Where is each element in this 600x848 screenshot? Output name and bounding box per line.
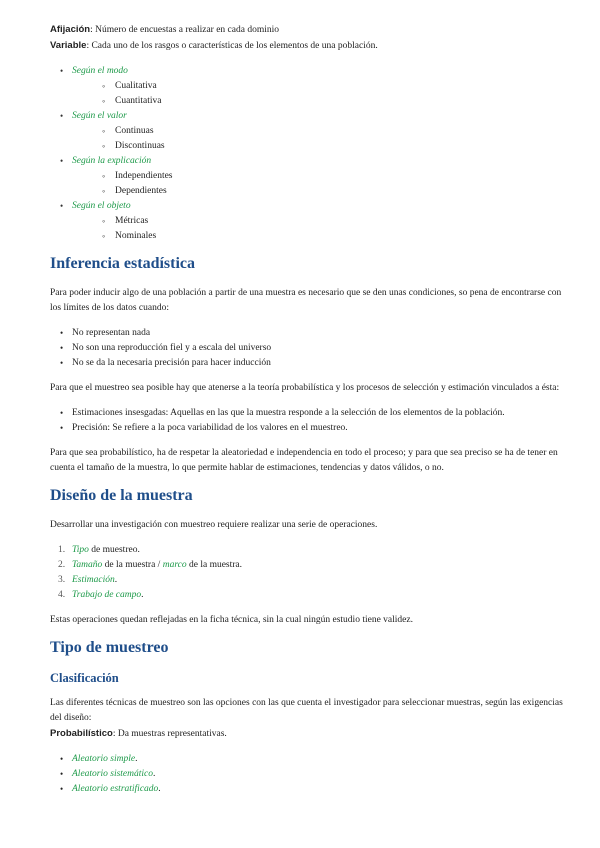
category-items — [72, 214, 570, 244]
list-item: • Aleatorio estratificado. — [50, 782, 570, 797]
list-item: • No se da la necesaria precisión para hacer inducción — [50, 356, 570, 371]
operations-list — [50, 543, 570, 603]
list-item: ◦ Dependientes — [72, 184, 570, 199]
method-link[interactable]: Aleatorio simple — [72, 754, 136, 764]
paragraph: Estas operaciones quedan reflejadas en la ficha técnica, sin la cual ningún estudio tiene validez. — [50, 615, 413, 625]
definition-variable — [50, 38, 570, 54]
list-item: ◦ Continuas — [72, 124, 570, 139]
category-modo — [50, 64, 570, 109]
category-items — [72, 169, 570, 199]
definition-term: Probabilístico — [50, 728, 113, 739]
item-number: 4. — [58, 590, 66, 600]
definition-probabilistico — [50, 726, 570, 742]
subheading-clasificacion: Clasificación — [50, 671, 119, 685]
step-text: . — [141, 590, 144, 600]
estimation-list — [50, 406, 570, 436]
definitions — [50, 22, 570, 54]
step-link[interactable]: Estimación — [72, 575, 115, 585]
definition-term: Afijación — [50, 24, 91, 35]
list-item: • Estimaciones insesgadas: Aquellas en las que la muestra responde a la selección de los elementos de la población. — [50, 406, 570, 421]
category-explicacion — [50, 154, 570, 199]
item-number: 1. — [58, 545, 66, 555]
category-valor — [50, 109, 570, 154]
paragraph: Para que sea probabilístico, ha de respetar la aleatoriedad e independencia en todo el proceso; y para que sea preciso se ha de tener en cuenta el tamaño de la muestra, lo que permite hablar de estimaciones, tendencias y datos válidos, o no. — [50, 448, 558, 473]
category-items — [72, 79, 570, 109]
list-item: • Precisión: Se refiere a la poca variabilidad de los valores en el muestreo. — [50, 421, 570, 436]
paragraph: Las diferentes técnicas de muestreo son las opciones con las que cuenta el investigador para seleccionar muestras, según las exigencias del diseño: — [50, 698, 563, 723]
heading-diseno: Diseño de la muestra — [50, 487, 193, 504]
variable-categories — [50, 64, 570, 244]
list-item: ◦ Nominales — [72, 229, 570, 244]
list-item — [50, 588, 570, 603]
item-number: 2. — [58, 560, 66, 570]
list-item: ◦ Cuantitativa — [72, 94, 570, 109]
step-link[interactable]: Tamaño — [72, 560, 103, 570]
list-item: ◦ Cualitativa — [72, 79, 570, 94]
category-link[interactable]: Según la explicación — [72, 156, 152, 166]
methods-list — [50, 752, 570, 797]
list-item: ◦ Discontinuas — [72, 139, 570, 154]
definition-text: : Da muestras representativas. — [112, 729, 227, 739]
category-items — [72, 124, 570, 154]
category-link[interactable]: Según el modo — [72, 66, 128, 76]
definition-afijacion — [50, 22, 570, 38]
category-link[interactable]: Según el objeto — [72, 201, 131, 211]
method-link[interactable]: Aleatorio sistemático — [72, 769, 154, 779]
list-item: • No representan nada — [50, 326, 570, 341]
conditions-list — [50, 326, 570, 371]
list-item — [50, 543, 570, 558]
paragraph: Desarrollar una investigación con muestreo requiere realizar una serie de operaciones. — [50, 520, 378, 530]
document-page — [50, 22, 570, 807]
paragraph: Para que el muestreo sea posible hay que atenerse a la teoría probabilística y los procesos de selección y estimación vinculados a ésta: — [50, 383, 560, 393]
list-item — [50, 573, 570, 588]
heading-tipo: Tipo de muestreo — [50, 639, 169, 656]
step-link[interactable]: Tipo — [72, 545, 89, 555]
definition-text: : Cada uno de los rasgos o características de los elementos de una población. — [86, 41, 378, 51]
step-text: de la muestra / — [102, 560, 163, 570]
list-item: • Aleatorio sistemático. — [50, 767, 570, 782]
list-item: ◦ Métricas — [72, 214, 570, 229]
item-number: 3. — [58, 575, 66, 585]
list-item: • Aleatorio simple. — [50, 752, 570, 767]
definition-term: Variable — [50, 40, 87, 51]
step-link[interactable]: Trabajo de campo — [72, 590, 142, 600]
paragraph: Para poder inducir algo de una población a partir de una muestra es necesario que se den unas condiciones, so pena de encontrarse con los límites de los datos cuando: — [50, 288, 562, 313]
category-link[interactable]: Según el valor — [72, 111, 127, 121]
definition-text: : Número de encuestas a realizar en cada dominio — [90, 25, 279, 35]
list-item — [50, 558, 570, 573]
list-item: • No son una reproducción fiel y a escala del universo — [50, 341, 570, 356]
step-text: de la muestra. — [186, 560, 243, 570]
category-objeto — [50, 199, 570, 244]
list-item: ◦ Independientes — [72, 169, 570, 184]
step-link[interactable]: marco — [162, 560, 187, 570]
step-text: de muestreo. — [88, 545, 140, 555]
method-link[interactable]: Aleatorio estratificado — [72, 784, 159, 794]
heading-inferencia: Inferencia estadística — [50, 255, 196, 272]
step-text: . — [114, 575, 118, 585]
